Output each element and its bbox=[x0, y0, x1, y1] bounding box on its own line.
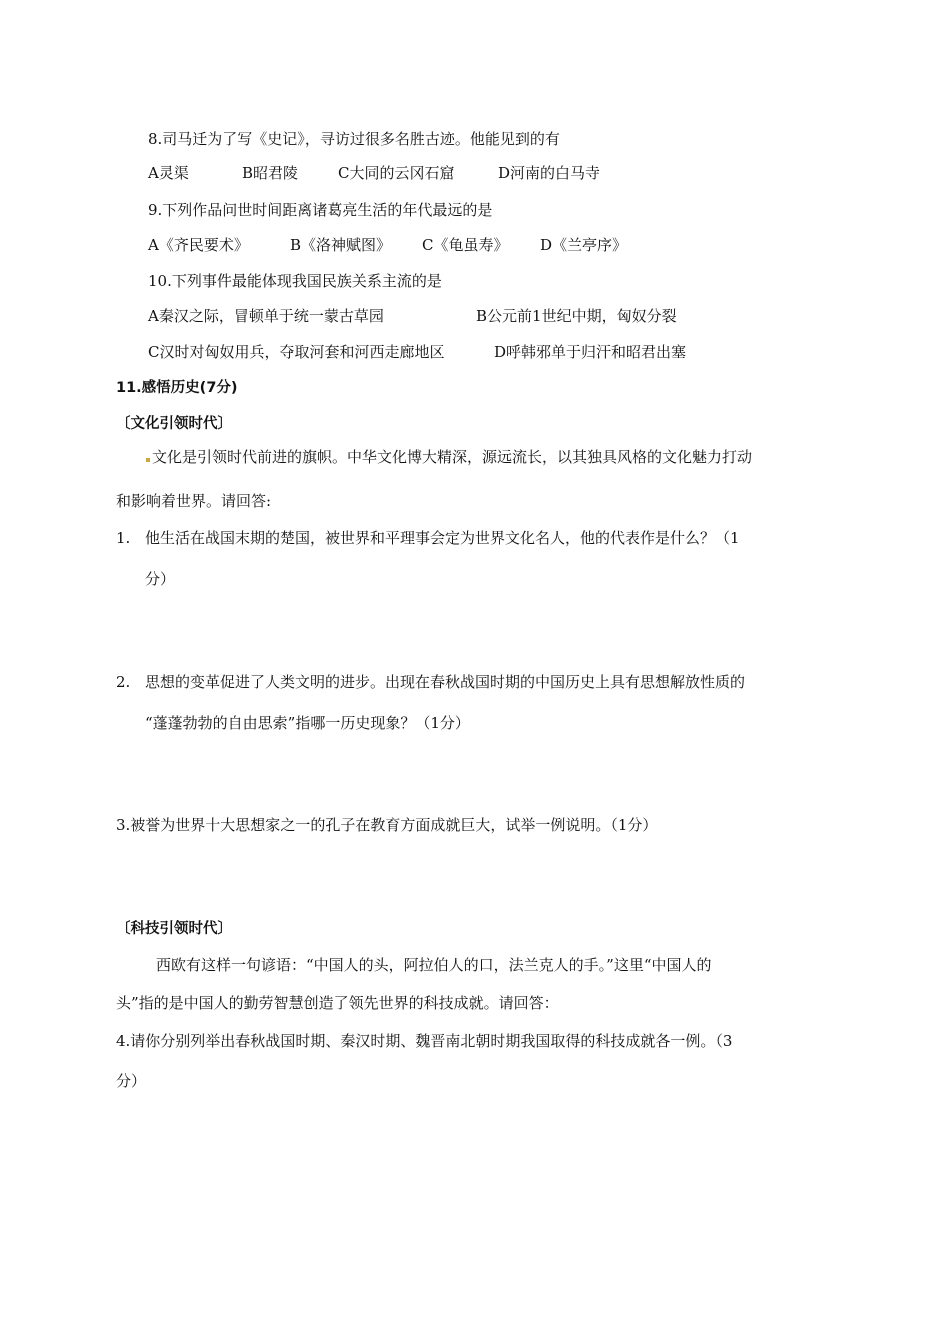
mark-dot bbox=[146, 458, 150, 462]
culture-intro-line2: 和影响着世界。请回答: bbox=[116, 492, 272, 510]
q8-option-b: B昭君陵 bbox=[242, 164, 299, 182]
culture-heading: 〔文化引领时代〕 bbox=[116, 416, 232, 432]
q4-line1: 4.请你分别列举出春秋战国时期、秦汉时期、魏晋南北朝时期我国取得的科技成就各一例。（3 bbox=[116, 1032, 733, 1050]
q8-stem: 8.司马迁为了写《史记》，寻访过很多名胜古迹。他能见到的有 bbox=[148, 130, 560, 148]
science-intro-line2: 头”指的是中国人的勤劳智慧创造了领先世界的科技成就。请回答： bbox=[116, 994, 559, 1012]
q9-option-b: B《洛神赋图》 bbox=[290, 236, 392, 254]
q10-option-b: B公元前1世纪中期，匈奴分裂 bbox=[476, 307, 677, 325]
q10-option-a: A秦汉之际，冒顿单于统一蒙古草园 bbox=[148, 307, 384, 325]
q9-stem: 9.下列作品问世时间距离诸葛亮生活的年代最远的是 bbox=[148, 201, 493, 219]
q10-stem: 10.下列事件最能体现我国民族关系主流的是 bbox=[148, 272, 442, 290]
q3-line: 3.被誉为世界十大思想家之一的孔子在教育方面成就巨大，试举一例说明。（1分） bbox=[116, 816, 658, 834]
culture-intro-line1 bbox=[146, 447, 752, 467]
q9-option-c: C《龟虽寿》 bbox=[422, 236, 509, 254]
q9-option-d: D《兰亭序》 bbox=[540, 236, 628, 254]
q10-option-c: C汉时对匈奴用兵，夺取河套和河西走廊地区 bbox=[148, 343, 445, 361]
science-intro-line1: 西欧有这样一句谚语：“中国人的头，阿拉伯人的口，法兰克人的手。”这里“中国人的 bbox=[156, 956, 712, 974]
q8-option-a: A灵渠 bbox=[148, 164, 189, 182]
q10-option-d: D呼韩邪单于归汗和昭君出塞 bbox=[494, 343, 687, 361]
q2-line1: 思想的变革促进了人类文明的进步。出现在春秋战国时期的中国历史上具有思想解放性质的 bbox=[145, 673, 746, 691]
q1-line2: 分） bbox=[145, 570, 176, 588]
culture-intro-text1: 文化是引领时代前进的旗帜。中华文化博大精深，源远流长，以其独具风格的文化魅力打动 bbox=[152, 448, 753, 466]
q4-line2: 分） bbox=[116, 1072, 147, 1090]
q2-number: 2. bbox=[116, 673, 131, 691]
q8-option-d: D河南的白马寺 bbox=[498, 164, 601, 182]
q8-option-c: C大同的云冈石窟 bbox=[338, 164, 455, 182]
science-heading: 〔科技引领时代〕 bbox=[116, 921, 232, 937]
q1-line1: 他生活在战国末期的楚国，被世界和平理事会定为世界文化名人，他的代表作是什么？（1 bbox=[145, 529, 740, 547]
q9-option-a: A《齐民要术》 bbox=[148, 236, 249, 254]
q11-title: 11.感悟历史(7分) bbox=[116, 380, 238, 396]
q2-line2: “蓬蓬勃勃的自由思索”指哪一历史现象？（1分） bbox=[145, 714, 470, 732]
q1-number: 1. bbox=[116, 529, 131, 547]
